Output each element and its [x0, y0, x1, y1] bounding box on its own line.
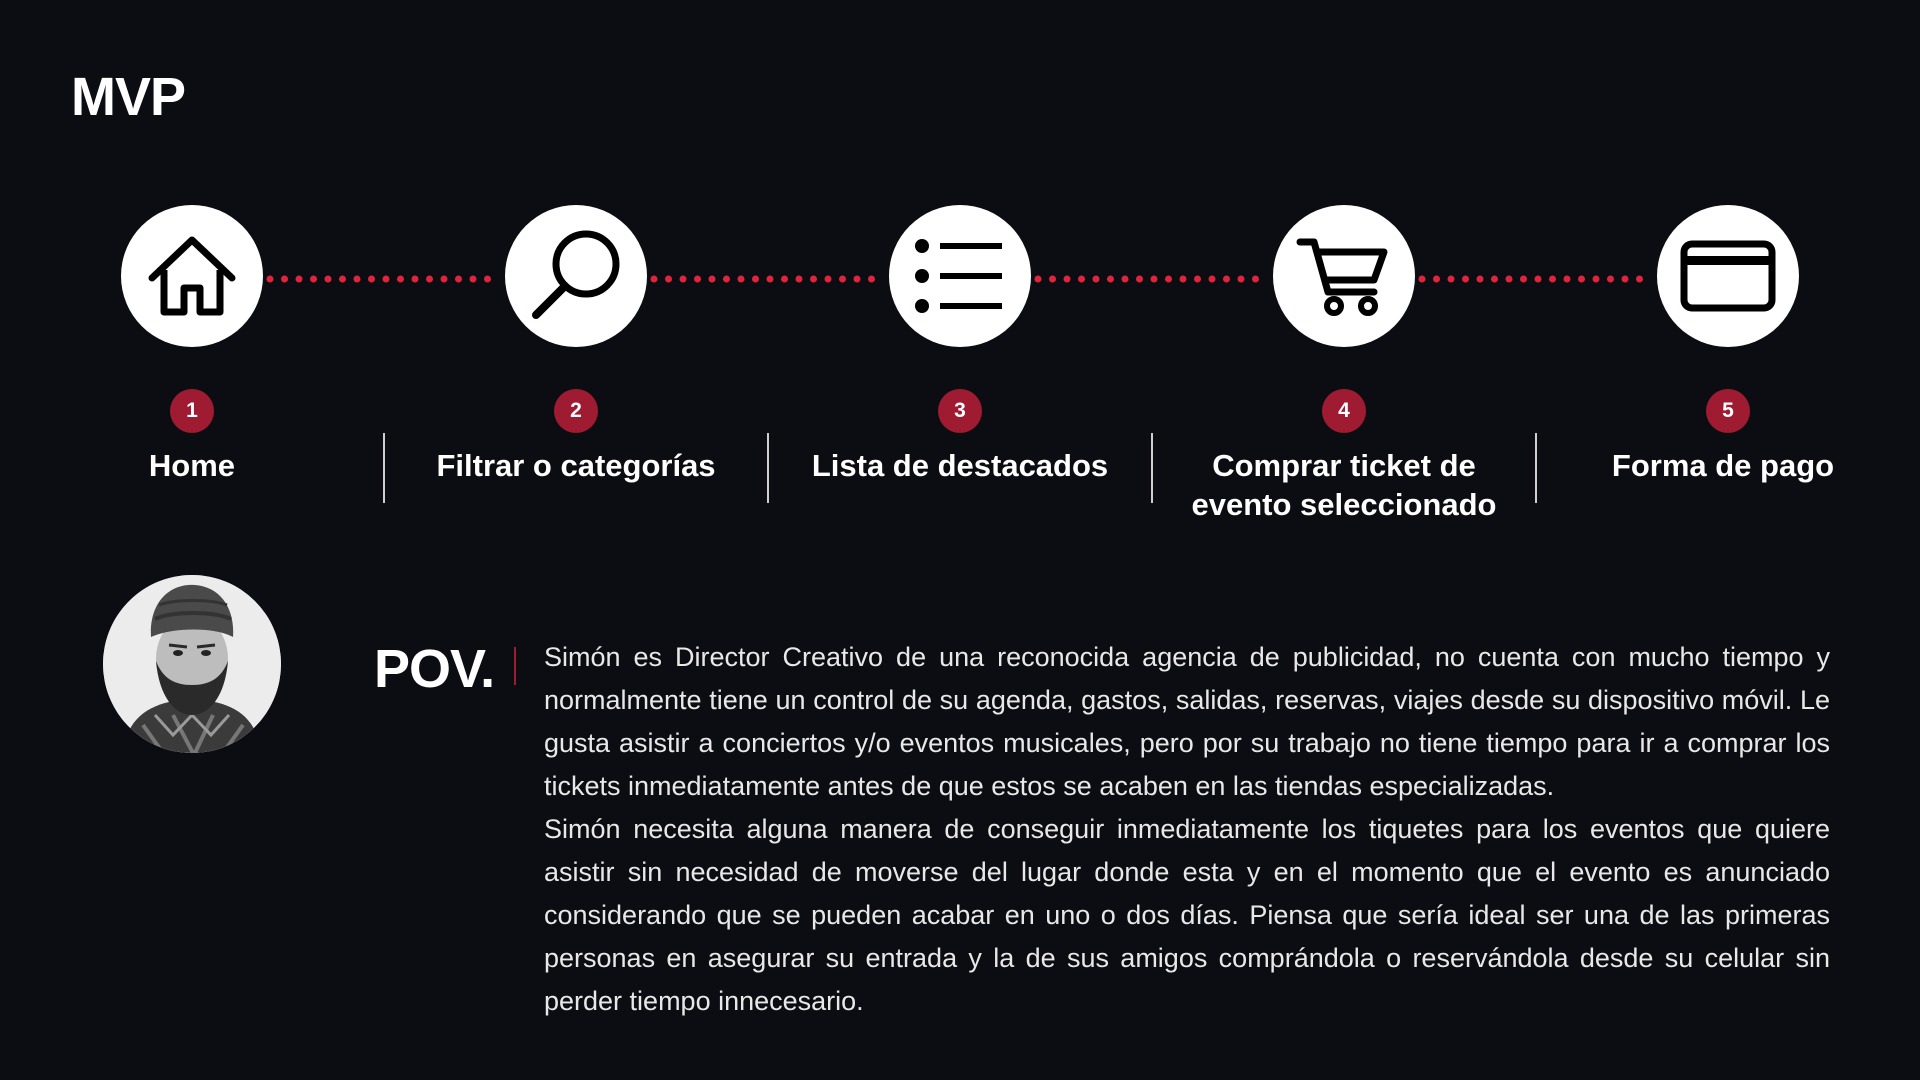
label-divider-1 — [383, 433, 385, 503]
step-1-circle[interactable] — [121, 205, 263, 347]
step-5-label: Forma de pago — [1611, 448, 1835, 483]
persona-avatar — [103, 575, 281, 753]
step-2-badge: 2 — [554, 389, 598, 433]
step-1-label: Home — [148, 448, 236, 483]
connector-4-5 — [1418, 275, 1658, 283]
step-3-badge: 3 — [938, 389, 982, 433]
search-icon — [526, 226, 626, 326]
cart-icon — [1296, 234, 1392, 318]
pov-text — [544, 636, 1830, 1023]
step-3-circle[interactable] — [889, 205, 1031, 347]
step-2-circle[interactable] — [505, 205, 647, 347]
label-divider-2 — [767, 433, 769, 503]
step-2-label: Filtrar o categorías — [436, 448, 716, 483]
label-divider-3 — [1151, 433, 1153, 503]
connector-1-2 — [266, 275, 506, 283]
pov-paragraph-1: Simón es Director Creativo de una reconocida agencia de publicidad, no cuenta con mucho tiempo y normalmente tiene un control de su agenda, gastos, salidas, reservas, viajes desde su dispositivo móvil. Le gusta asistir a conciertos y/o eventos musicales, pero por su trabajo no tiene tiempo para ir a comprar los tickets inmediatamente antes de que estos se acaben en las tiendas especializadas. — [544, 642, 1830, 801]
pov-paragraph-2: Simón necesita alguna manera de conseguir inmediatamente los tiquetes para los eventos que quiere asistir sin necesidad de moverse del lugar donde esta y en el momento que el evento es anunciado considerando que se pueden acabar en uno o dos días. Piensa que sería ideal ser una de las primeras personas en asegurar su entrada y la de sus amigos comprándola o reservándola desde su celular sin perder tiempo innecesario. — [544, 814, 1830, 1016]
connector-2-3 — [650, 275, 890, 283]
pov-title: POV. — [374, 639, 495, 699]
step-3-label: Lista de destacados — [811, 448, 1109, 483]
home-icon — [144, 228, 240, 324]
page-title: MVP — [71, 67, 186, 127]
step-5-circle[interactable] — [1657, 205, 1799, 347]
credit-card-icon — [1680, 240, 1776, 312]
connector-3-4 — [1034, 275, 1274, 283]
label-divider-4 — [1535, 433, 1537, 503]
pov-divider — [514, 647, 516, 685]
step-4-label: Comprar ticket de evento seleccionado — [1191, 448, 1497, 522]
list-icon — [912, 236, 1008, 316]
step-1-badge: 1 — [170, 389, 214, 433]
step-4-badge: 4 — [1322, 389, 1366, 433]
step-5-badge: 5 — [1706, 389, 1750, 433]
persona-portrait-illustration — [103, 575, 281, 753]
step-4-circle[interactable] — [1273, 205, 1415, 347]
